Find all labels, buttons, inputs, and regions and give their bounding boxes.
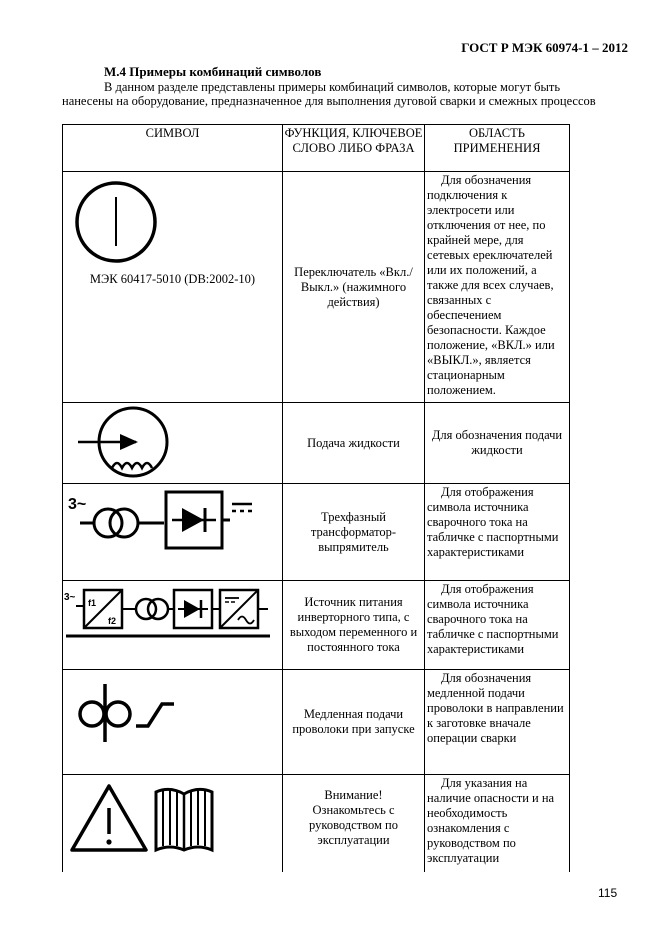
table-row-application: Для обозначения медленной подачи проволоки в направлении к заготовке вначале операции сварки — [427, 671, 564, 745]
table-row-application: Для отображения символа источника сварочного тока на табличке с паспортными характеристиками — [427, 485, 559, 559]
table-row-function: Трехфазный трансформатор-выпрямитель — [310, 509, 397, 554]
warning-triangle-icon — [68, 782, 150, 854]
column-header-application: ОБЛАСТЬ ПРИМЕНЕНИЯ — [453, 126, 541, 155]
three-phase-transformer-rectifier-symbol-icon — [66, 486, 271, 552]
table-row-function: Подача жидкости — [307, 435, 400, 450]
table-row-function: Источник питания инверторного типа, с выходом переменного и постоянного тока — [289, 595, 418, 654]
slow-wire-feed-symbol-icon — [78, 680, 178, 744]
inverter-power-source-symbol-icon — [64, 584, 276, 640]
table-row-function: Внимание! Ознакомьтесь с руководством по эксплуатации — [309, 788, 398, 847]
document-header: ГОСТ Р МЭК 60974-1 – 2012 — [461, 40, 628, 55]
page-number: 115 — [598, 886, 618, 900]
symbol-caption: МЭК 60417-5010 (DB:2002-10) — [89, 272, 256, 286]
section-title: М.4 Примеры комбинаций символов — [104, 64, 322, 79]
liquid-supply-symbol-icon — [76, 405, 172, 479]
table-row-function: Медленная подачи проволоки при запуске — [292, 707, 415, 736]
open-book-icon — [152, 784, 216, 854]
phase-label: 3~ — [68, 496, 87, 513]
column-header-symbol: СИМВОЛ — [145, 126, 200, 140]
power-switch-symbol-icon — [74, 180, 158, 264]
table-row-application: Для указания на наличие опасности и на необходимость ознакомления с руководством по эксплуатации — [427, 776, 555, 865]
frequency-label: f1 — [88, 598, 97, 608]
table-row-application: Для обозначения подключения к электросети или отключения от нее, по крайней мере, для сетевых ереключателей или их положений, а также для всех случаев, связанных с обеспечением безопасности. Каждое положение, «ВКЛ.» или «ВЫКЛ.», является стационарным положением. — [427, 173, 555, 397]
phase-label: 3~ — [64, 592, 76, 603]
column-header-function: ФУНКЦИЯ, КЛЮЧЕВОЕ СЛОВО ЛИБО ФРАЗА — [284, 126, 423, 155]
section-intro: В данном разделе представлены примеры комбинаций символов, которые могут быть нанесены на оборудование, предназначенное для выполнения дуговой сварки и смежных процессов — [62, 80, 596, 108]
table-row-application: Для обозначения подачи жидкости — [431, 428, 563, 457]
table-row-function: Переключатель «Вкл./Выкл.» (нажимного действия) — [294, 264, 413, 309]
frequency-label: f2 — [108, 616, 117, 626]
table-row-application: Для отображения символа источника сварочного тока на табличке с паспортными характеристиками — [427, 582, 559, 656]
